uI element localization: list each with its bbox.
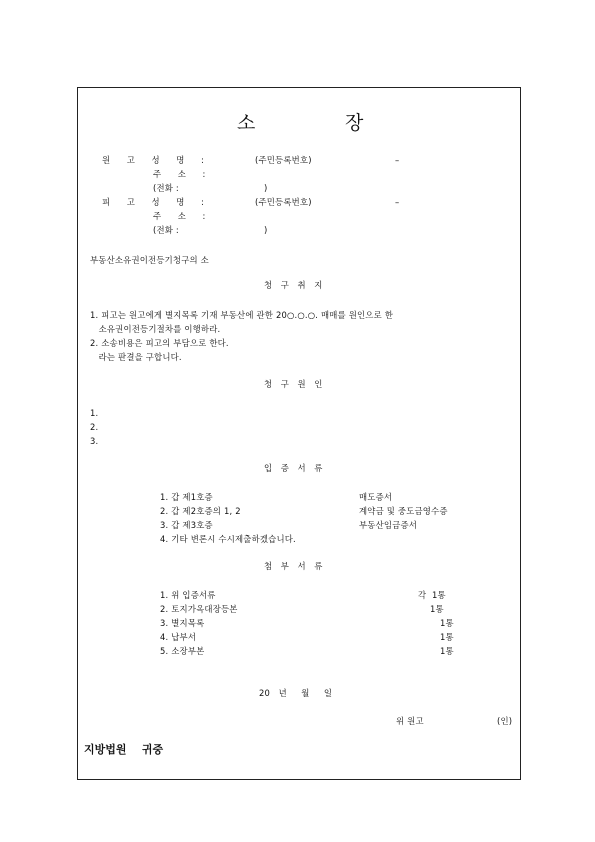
- plaintiff-id-dash: –: [395, 155, 400, 165]
- plaintiff-phone-close: ): [264, 183, 268, 193]
- case-name: 부동산소유권이전등기청구의 소: [90, 255, 209, 265]
- attachment-item-count: 1통: [440, 618, 454, 628]
- attachment-item-count: 1통: [440, 632, 454, 642]
- attachment-item-count: 각 1통: [418, 590, 446, 600]
- evidence-item-value: 부동산임금증서: [359, 520, 418, 530]
- document-title-char-1: 소: [237, 112, 256, 134]
- claim-heading: 청 구 취 지: [264, 280, 326, 290]
- cause-item: 2.: [90, 422, 99, 432]
- complaint-form: [77, 87, 521, 780]
- defendant-id-dash: –: [395, 197, 400, 207]
- claim-line: 라는 판결을 구합니다.: [90, 352, 182, 362]
- claim-line: 2. 소송비용은 피고의 부담으로 한다.: [90, 338, 229, 348]
- defendant-address-label: 주 소 :: [153, 211, 213, 221]
- evidence-item-label: 1. 갑 제1호증: [160, 492, 213, 502]
- cause-item: 1.: [90, 408, 99, 418]
- attachment-item-label: 2. 토지가옥대장등본: [160, 604, 238, 614]
- attachment-item-count: 1통: [430, 604, 444, 614]
- evidence-heading: 입 증 서 류: [264, 463, 326, 473]
- attachment-item-label: 1. 위 입증서류: [160, 590, 216, 600]
- cause-heading: 청 구 원 인: [264, 379, 326, 389]
- signer-label: 위 원고: [396, 716, 424, 726]
- claim-line: 1. 피고는 원고에게 별지목록 기재 부동산에 관한 20○.○.○. 매매를 원인으로 한: [90, 310, 394, 320]
- plaintiff-id-label: (주민등록번호): [255, 155, 312, 165]
- document-title-char-2: 장: [345, 112, 364, 134]
- claim-line: 소유권이전등기절차를 이행하라.: [90, 324, 221, 334]
- seal-mark: (인): [497, 716, 513, 726]
- attachment-item-count: 1통: [440, 646, 454, 656]
- evidence-item-label: 3. 갑 제3호증: [160, 520, 213, 530]
- defendant-id-label: (주민등록번호): [255, 197, 312, 207]
- attachment-heading: 첨 부 서 류: [264, 561, 326, 571]
- attachment-item-label: 4. 납부서: [160, 632, 197, 642]
- evidence-item-label: 4. 기타 변론시 수시제출하겠습니다.: [160, 534, 296, 544]
- evidence-item-value: 매도증서: [359, 492, 393, 502]
- plaintiff-address-label: 주 소 :: [153, 169, 213, 179]
- evidence-item-value: 계약금 및 중도금영수증: [359, 506, 448, 516]
- attachment-item-label: 3. 별지목록: [160, 618, 205, 628]
- attachment-item-label: 5. 소장부본: [160, 646, 205, 656]
- defendant-name-label: 피 고 성 명 :: [102, 197, 211, 207]
- plaintiff-phone-open: (전화 :: [153, 183, 179, 193]
- evidence-item-label: 2. 갑 제2호증의 1, 2: [160, 506, 241, 516]
- plaintiff-name-label: 원 고 성 명 :: [102, 155, 211, 165]
- defendant-phone-close: ): [264, 225, 268, 235]
- defendant-phone-open: (전화 :: [153, 225, 179, 235]
- cause-item: 3.: [90, 436, 99, 446]
- court-addressee: 지방법원 귀중: [84, 743, 164, 756]
- filing-date: 20 년 월 일: [259, 688, 333, 698]
